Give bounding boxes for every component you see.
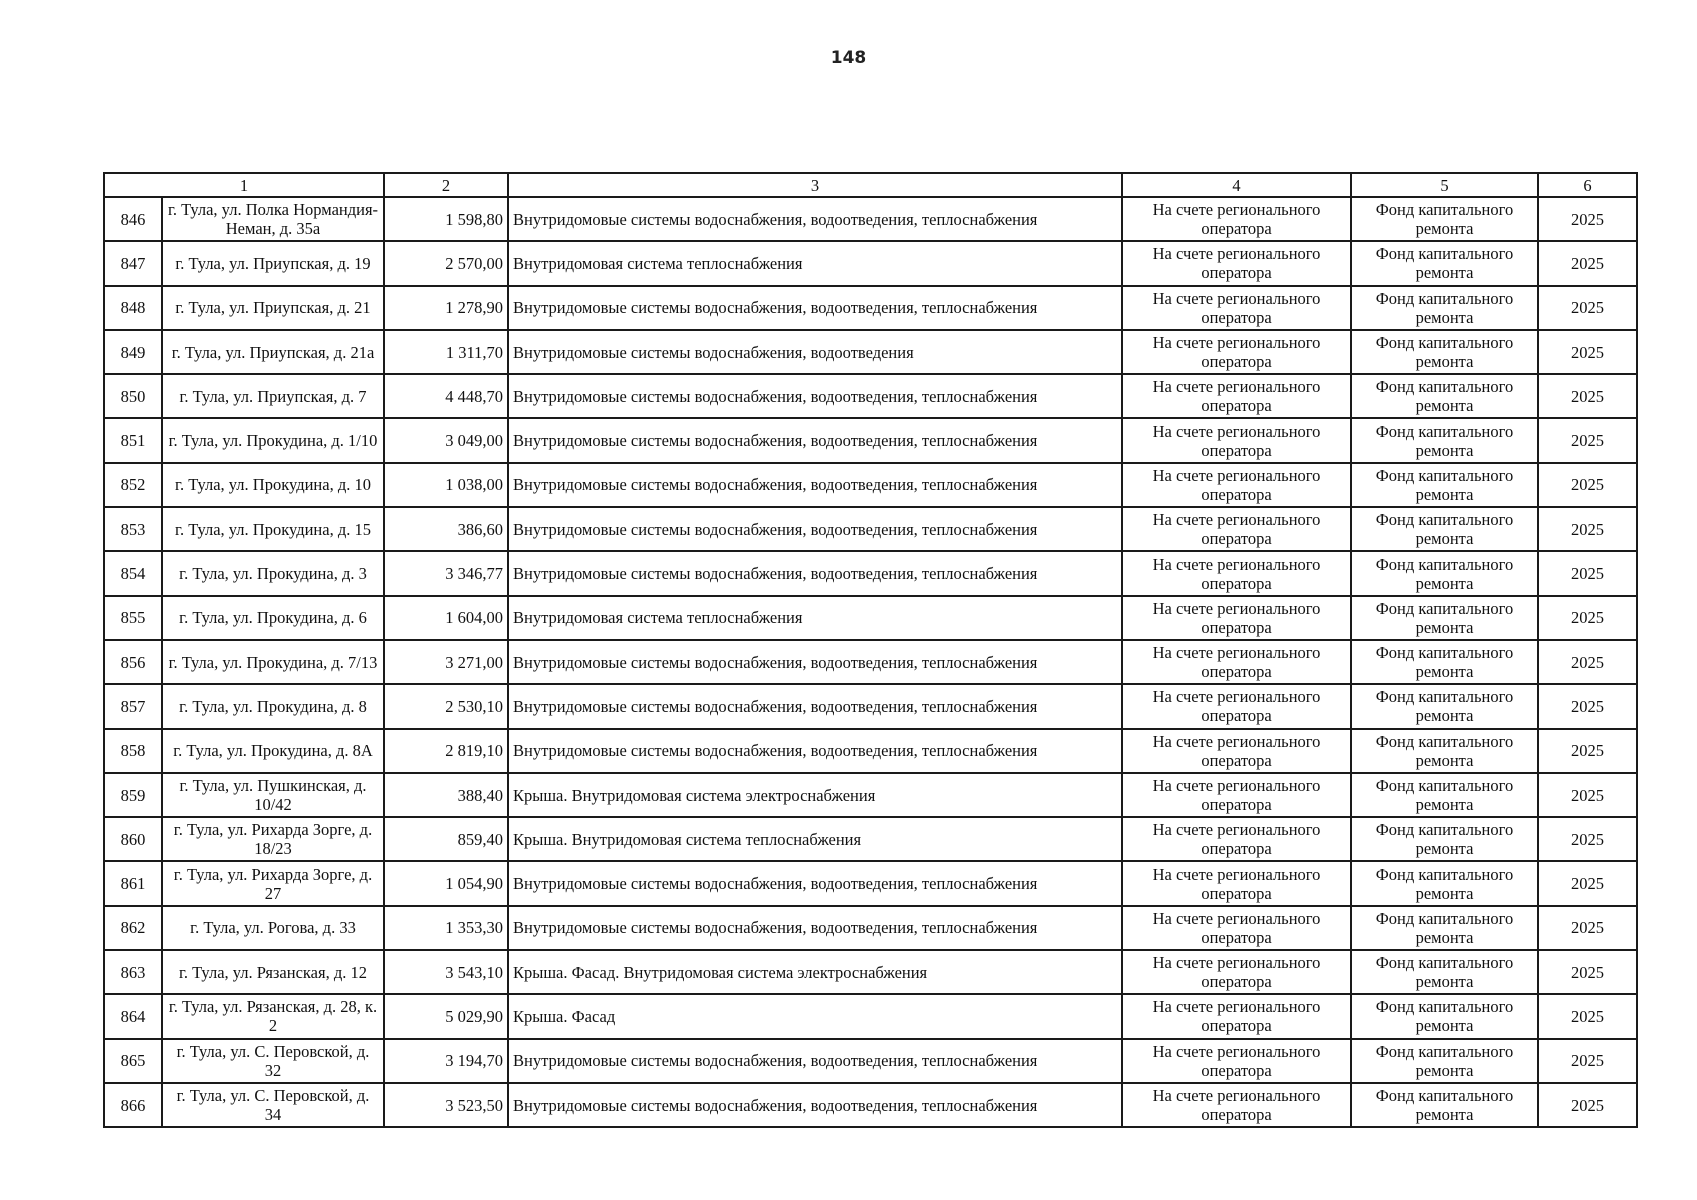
table-row (104, 507, 1637, 551)
table-row (104, 994, 1637, 1038)
cost-cell: 3 194,70 (384, 1039, 508, 1083)
year-cell: 2025 (1538, 906, 1637, 950)
cost-cell: 1 054,90 (384, 861, 508, 905)
row-number: 866 (104, 1083, 162, 1127)
table-row (104, 197, 1637, 241)
address-cell: г. Тула, ул. С. Перовской, д. 32 (162, 1039, 384, 1083)
year-cell: 2025 (1538, 861, 1637, 905)
row-number: 864 (104, 994, 162, 1038)
row-number: 854 (104, 551, 162, 595)
funding-source-cell: Фонд капитального ремонта (1351, 330, 1538, 374)
table-row (104, 861, 1637, 905)
row-number: 856 (104, 640, 162, 684)
funding-source-cell: Фонд капитального ремонта (1351, 861, 1538, 905)
row-number: 848 (104, 286, 162, 330)
works-cell: Внутридомовые системы водоснабжения, водоотведения, теплоснабжения (508, 729, 1122, 773)
cost-cell: 3 271,00 (384, 640, 508, 684)
table-row (104, 950, 1637, 994)
address-cell: г. Тула, ул. Прокудина, д. 6 (162, 596, 384, 640)
account-cell: На счете регионального оператора (1122, 286, 1351, 330)
account-cell: На счете регионального оператора (1122, 950, 1351, 994)
row-number: 852 (104, 463, 162, 507)
row-number: 865 (104, 1039, 162, 1083)
account-cell: На счете регионального оператора (1122, 197, 1351, 241)
address-cell: г. Тула, ул. Прокудина, д. 15 (162, 507, 384, 551)
address-cell: г. Тула, ул. Рогова, д. 33 (162, 906, 384, 950)
year-cell: 2025 (1538, 640, 1637, 684)
funding-source-cell: Фонд капитального ремонта (1351, 1039, 1538, 1083)
account-cell: На счете регионального оператора (1122, 507, 1351, 551)
address-cell: г. Тула, ул. Прокудина, д. 1/10 (162, 418, 384, 462)
table-row (104, 596, 1637, 640)
works-cell: Крыша. Фасад (508, 994, 1122, 1038)
cost-cell: 1 353,30 (384, 906, 508, 950)
year-cell: 2025 (1538, 330, 1637, 374)
funding-source-cell: Фонд капитального ремонта (1351, 551, 1538, 595)
funding-source-cell: Фонд капитального ремонта (1351, 817, 1538, 861)
row-number: 849 (104, 330, 162, 374)
capital-repair-table (103, 172, 1638, 1128)
row-number: 857 (104, 684, 162, 728)
account-cell: На счете регионального оператора (1122, 418, 1351, 462)
works-cell: Внутридомовые системы водоснабжения, водоотведения, теплоснабжения (508, 684, 1122, 728)
year-cell: 2025 (1538, 463, 1637, 507)
account-cell: На счете регионального оператора (1122, 1083, 1351, 1127)
account-cell: На счете регионального оператора (1122, 684, 1351, 728)
works-cell: Крыша. Внутридомовая система теплоснабжения (508, 817, 1122, 861)
year-cell: 2025 (1538, 773, 1637, 817)
funding-source-cell: Фонд капитального ремонта (1351, 1083, 1538, 1127)
address-cell: г. Тула, ул. Прокудина, д. 3 (162, 551, 384, 595)
address-cell: г. Тула, ул. Рихарда Зорге, д. 27 (162, 861, 384, 905)
table-row (104, 729, 1637, 773)
funding-source-cell: Фонд капитального ремонта (1351, 773, 1538, 817)
year-cell: 2025 (1538, 729, 1637, 773)
address-cell: г. Тула, ул. Приупская, д. 21а (162, 330, 384, 374)
works-cell: Внутридомовая система теплоснабжения (508, 241, 1122, 285)
year-cell: 2025 (1538, 286, 1637, 330)
account-cell: На счете регионального оператора (1122, 551, 1351, 595)
table-row (104, 418, 1637, 462)
address-cell: г. Тула, ул. Прокудина, д. 8А (162, 729, 384, 773)
row-number: 847 (104, 241, 162, 285)
table-row (104, 463, 1637, 507)
row-number: 858 (104, 729, 162, 773)
works-cell: Внутридомовые системы водоснабжения, водоотведения, теплоснабжения (508, 640, 1122, 684)
table-row (104, 241, 1637, 285)
cost-cell: 3 543,10 (384, 950, 508, 994)
table-row (104, 1083, 1637, 1127)
funding-source-cell: Фонд капитального ремонта (1351, 640, 1538, 684)
table-row (104, 330, 1637, 374)
account-cell: На счете регионального оператора (1122, 330, 1351, 374)
address-cell: г. Тула, ул. Приупская, д. 19 (162, 241, 384, 285)
address-cell: г. Тула, ул. Полка Нормандия-Неман, д. 35а (162, 197, 384, 241)
account-cell: На счете регионального оператора (1122, 906, 1351, 950)
works-cell: Внутридомовые системы водоснабжения, водоотведения, теплоснабжения (508, 906, 1122, 950)
works-cell: Внутридомовые системы водоснабжения, водоотведения, теплоснабжения (508, 1039, 1122, 1083)
row-number: 850 (104, 374, 162, 418)
year-cell: 2025 (1538, 241, 1637, 285)
cost-cell: 1 604,00 (384, 596, 508, 640)
year-cell: 2025 (1538, 507, 1637, 551)
year-cell: 2025 (1538, 551, 1637, 595)
cost-cell: 3 346,77 (384, 551, 508, 595)
row-number: 859 (104, 773, 162, 817)
address-cell: г. Тула, ул. С. Перовской, д. 34 (162, 1083, 384, 1127)
works-cell: Крыша. Фасад. Внутридомовая система электроснабжения (508, 950, 1122, 994)
cost-cell: 859,40 (384, 817, 508, 861)
table-row (104, 1039, 1637, 1083)
cost-cell: 2 570,00 (384, 241, 508, 285)
table-header (104, 173, 1637, 197)
year-cell: 2025 (1538, 817, 1637, 861)
cost-cell: 388,40 (384, 773, 508, 817)
address-cell: г. Тула, ул. Прокудина, д. 7/13 (162, 640, 384, 684)
row-number: 862 (104, 906, 162, 950)
table-row (104, 906, 1637, 950)
year-cell: 2025 (1538, 1083, 1637, 1127)
row-number: 851 (104, 418, 162, 462)
year-cell: 2025 (1538, 418, 1637, 462)
works-cell: Внутридомовые системы водоснабжения, водоотведения, теплоснабжения (508, 1083, 1122, 1127)
funding-source-cell: Фонд капитального ремонта (1351, 906, 1538, 950)
year-cell: 2025 (1538, 684, 1637, 728)
row-number: 863 (104, 950, 162, 994)
account-cell: На счете регионального оператора (1122, 640, 1351, 684)
address-cell: г. Тула, ул. Приупская, д. 7 (162, 374, 384, 418)
address-cell: г. Тула, ул. Рязанская, д. 12 (162, 950, 384, 994)
table-row (104, 773, 1637, 817)
funding-source-cell: Фонд капитального ремонта (1351, 463, 1538, 507)
header-row (104, 173, 1637, 197)
cost-cell: 3 049,00 (384, 418, 508, 462)
table-row (104, 817, 1637, 861)
cost-cell: 1 038,00 (384, 463, 508, 507)
funding-source-cell: Фонд капитального ремонта (1351, 286, 1538, 330)
row-number: 846 (104, 197, 162, 241)
table-row (104, 286, 1637, 330)
address-cell: г. Тула, ул. Рязанская, д. 28, к. 2 (162, 994, 384, 1038)
cost-cell: 1 311,70 (384, 330, 508, 374)
funding-source-cell: Фонд капитального ремонта (1351, 596, 1538, 640)
account-cell: На счете регионального оператора (1122, 729, 1351, 773)
address-cell: г. Тула, ул. Рихарда Зорге, д. 18/23 (162, 817, 384, 861)
works-cell: Крыша. Внутридомовая система электроснабжения (508, 773, 1122, 817)
column-header-5: 5 (1351, 173, 1538, 197)
funding-source-cell: Фонд капитального ремонта (1351, 684, 1538, 728)
account-cell: На счете регионального оператора (1122, 1039, 1351, 1083)
cost-cell: 386,60 (384, 507, 508, 551)
funding-source-cell: Фонд капитального ремонта (1351, 950, 1538, 994)
year-cell: 2025 (1538, 596, 1637, 640)
account-cell: На счете регионального оператора (1122, 773, 1351, 817)
account-cell: На счете регионального оператора (1122, 817, 1351, 861)
account-cell: На счете регионального оператора (1122, 596, 1351, 640)
funding-source-cell: Фонд капитального ремонта (1351, 507, 1538, 551)
funding-source-cell: Фонд капитального ремонта (1351, 729, 1538, 773)
funding-source-cell: Фонд капитального ремонта (1351, 241, 1538, 285)
account-cell: На счете регионального оператора (1122, 374, 1351, 418)
works-cell: Внутридомовые системы водоснабжения, водоотведения, теплоснабжения (508, 861, 1122, 905)
works-cell: Внутридомовая система теплоснабжения (508, 596, 1122, 640)
table-row (104, 551, 1637, 595)
table-row (104, 640, 1637, 684)
account-cell: На счете регионального оператора (1122, 994, 1351, 1038)
column-header-1: 1 (104, 173, 384, 197)
table-body (104, 197, 1637, 1127)
works-cell: Внутридомовые системы водоснабжения, водоотведения, теплоснабжения (508, 286, 1122, 330)
account-cell: На счете регионального оператора (1122, 241, 1351, 285)
cost-cell: 2 819,10 (384, 729, 508, 773)
column-header-2: 2 (384, 173, 508, 197)
account-cell: На счете регионального оператора (1122, 463, 1351, 507)
year-cell: 2025 (1538, 374, 1637, 418)
account-cell: На счете регионального оператора (1122, 861, 1351, 905)
works-cell: Внутридомовые системы водоснабжения, водоотведения, теплоснабжения (508, 374, 1122, 418)
column-header-3: 3 (508, 173, 1122, 197)
address-cell: г. Тула, ул. Прокудина, д. 10 (162, 463, 384, 507)
funding-source-cell: Фонд капитального ремонта (1351, 374, 1538, 418)
cost-cell: 5 029,90 (384, 994, 508, 1038)
column-header-4: 4 (1122, 173, 1351, 197)
cost-cell: 4 448,70 (384, 374, 508, 418)
address-cell: г. Тула, ул. Приупская, д. 21 (162, 286, 384, 330)
row-number: 860 (104, 817, 162, 861)
row-number: 861 (104, 861, 162, 905)
works-cell: Внутридомовые системы водоснабжения, водоотведения, теплоснабжения (508, 418, 1122, 462)
year-cell: 2025 (1538, 994, 1637, 1038)
works-cell: Внутридомовые системы водоснабжения, водоотведения (508, 330, 1122, 374)
address-cell: г. Тула, ул. Прокудина, д. 8 (162, 684, 384, 728)
cost-cell: 3 523,50 (384, 1083, 508, 1127)
table-row (104, 374, 1637, 418)
row-number: 853 (104, 507, 162, 551)
year-cell: 2025 (1538, 950, 1637, 994)
works-cell: Внутридомовые системы водоснабжения, водоотведения, теплоснабжения (508, 507, 1122, 551)
cost-cell: 1 278,90 (384, 286, 508, 330)
works-cell: Внутридомовые системы водоснабжения, водоотведения, теплоснабжения (508, 463, 1122, 507)
funding-source-cell: Фонд капитального ремонта (1351, 418, 1538, 462)
row-number: 855 (104, 596, 162, 640)
column-header-6: 6 (1538, 173, 1637, 197)
cost-cell: 1 598,80 (384, 197, 508, 241)
funding-source-cell: Фонд капитального ремонта (1351, 994, 1538, 1038)
funding-source-cell: Фонд капитального ремонта (1351, 197, 1538, 241)
works-cell: Внутридомовые системы водоснабжения, водоотведения, теплоснабжения (508, 197, 1122, 241)
cost-cell: 2 530,10 (384, 684, 508, 728)
table-row (104, 684, 1637, 728)
address-cell: г. Тула, ул. Пушкинская, д. 10/42 (162, 773, 384, 817)
year-cell: 2025 (1538, 1039, 1637, 1083)
year-cell: 2025 (1538, 197, 1637, 241)
page-number: 148 (830, 48, 867, 68)
works-cell: Внутридомовые системы водоснабжения, водоотведения, теплоснабжения (508, 551, 1122, 595)
